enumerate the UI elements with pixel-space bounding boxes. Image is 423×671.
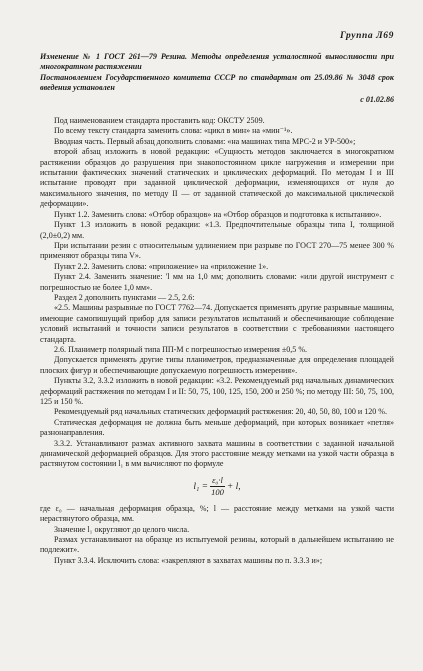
decree-text: Постановлением Государственного комитета СССР по стандартам от 25.09.86 № 3048 срок введения установлен: [40, 72, 394, 93]
paragraph: «2.5. Машины разрывные по ГОСТ 7762—74. Допускается применять другие разрывные машины, имеющие самопишущий прибор для записи результатов испытаний и обеспечивающие соблюдение условий испытаний и точности записи результатов в соответствии с требованиями настоящего стандарта.: [40, 303, 394, 344]
formula-fraction: [210, 475, 225, 498]
paragraph: Под наименованием стандарта проставить код: ОКСТУ 2509.: [54, 116, 265, 126]
paragraph: Раздел 2 дополнить пунктами — 2.5, 2.6:: [54, 292, 195, 302]
paragraph: Допускается применять другие типы планиметров, предназначенные для определения площадей плоских фигур и обеспечивающие допускаемую погрешность измерения».: [40, 355, 394, 375]
paragraph: Размах устанавливают на образце из испытуемой резины, который в дальнейшем испытанию не подлежит».: [40, 535, 394, 555]
paragraph: При испытании резин с относительным удлинением при разрыве по ГОСТ 270—75 менее 300 % применяют образцы типа V».: [40, 240, 394, 261]
paragraph: Вводная часть. Первый абзац дополнить словами: «на машинах типа МРС-2 и УР-500»;: [54, 136, 356, 146]
group-label: Группа Л69: [339, 31, 394, 41]
paragraph: 3.3.2. Устанавливают размах активного захвата машины в соответствии с заданной начальной динамической деформацией образцов. Для этого расстояние между метками на узкой части образца в растянутом состоянии l₁ в мм вычисляют по формуле: [40, 438, 394, 469]
document-body: [40, 52, 394, 566]
paragraph: Пункт 2.2. Заменить слова: «приложение» на «приложение 1».: [54, 261, 269, 271]
paragraph: второй абзац изложить в новой редакции: «Сущность методов заключается в многократном растяжении образцов до разрушения при знакопостоянном цикле нагружения и измерении при испытании фактических значений статических и циклических деформаций. По методам I и III испытание проводят при заданной циклической деформации, изменяющихся от нуля до максимального значения, по методу II — от заданной статической до максимальной циклической деформации».: [40, 147, 394, 209]
paragraph: Рекомендуемый ряд начальных статических деформаций растяжения: 20, 40, 50, 80, 100 и 120 %.: [54, 407, 387, 417]
formula: [40, 470, 394, 504]
formula-lhs: l₁ =: [193, 481, 209, 492]
formula-numerator: ε₀·l: [212, 475, 223, 486]
formula-rhs: + l,: [226, 481, 241, 492]
paragraph: Статическая деформация не должна быть меньше деформаций, при которых возникает «петля» разнонаправления.: [40, 417, 394, 438]
paragraph: 2.6. Планиметр полярный типа ПП-М с погрешностью измерения ±0,5 %.: [54, 344, 308, 354]
paragraph: По всему тексту стандарта заменить слова: «цикл в мин» на «мин⁻¹».: [54, 126, 293, 136]
paragraph: Пункт 2.4. Заменить значение: 'l мм на 1,0 мм; дополнить словами: «или другой инструмент с погрешностью не более 1,0 мм».: [40, 272, 394, 292]
paragraph: Пункт 1.2. Заменить слова: «Отбор образцов» на «Отбор образцов и подготовка к испытанию».: [54, 209, 382, 219]
paragraph: Пункт 3.3.4. Исключить слова: «закрепляют в захватах машины по п. 3.3.3 и»;: [54, 555, 323, 565]
change-title: Изменение № 1 ГОСТ 261—79 Резина. Методы определения усталостной выносливости при многократном растяжении: [40, 52, 394, 72]
paragraph: Пункты 3.2, 3.3.2 изложить в новой редакции: «3.2. Рекомендуемый ряд начальных динамических деформаций растяжения по методам I и II: 50, 75, 100, 125, 150, 200 и 250 %; по методу III: 50, 75, 100, 125 и 150 %.: [40, 376, 394, 406]
formula-denominator: 100: [211, 487, 224, 498]
paragraph: где ε₀ — начальная деформация образца, %; l — расстояние между метками на узкой части нерастянутого образца, мм.: [40, 503, 394, 524]
paragraph: Значение l₁ округляют до целого числа.: [54, 524, 190, 534]
effective-date: с 01.02.86: [360, 94, 394, 104]
paragraph: Пункт 1.3 изложить в новой редакции: «1.3. Предпочтительные образцы типа I, толщиной (2,0±0,2) мм.: [40, 220, 394, 240]
